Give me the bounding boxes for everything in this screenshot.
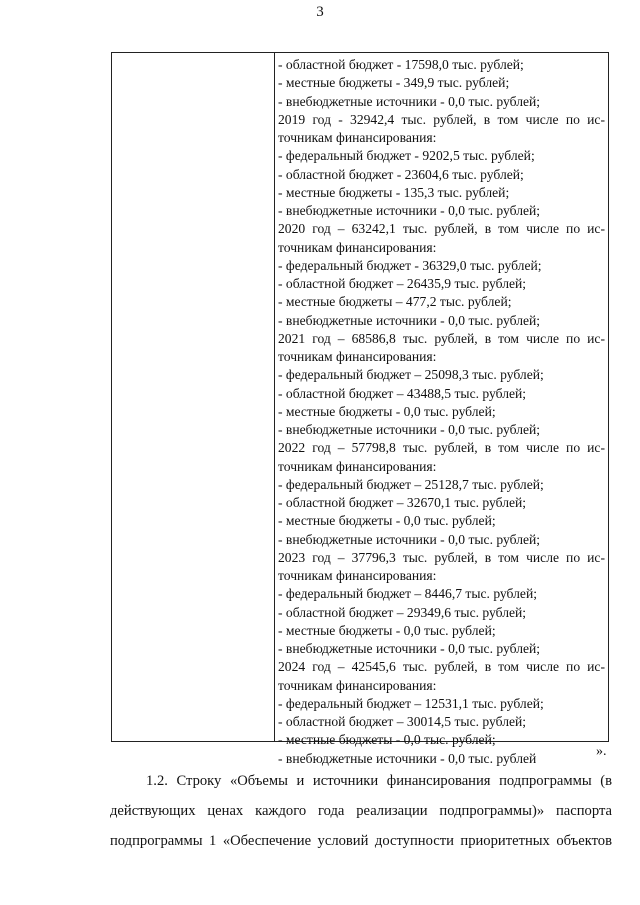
table-line: - федеральный бюджет – 8446,7 тыс. рублей; <box>278 586 537 602</box>
table-line: - федеральный бюджет - 9202,5 тыс. рублей; <box>278 148 535 164</box>
table-line: - федеральный бюджет – 25128,7 тыс. рублей; <box>278 476 544 492</box>
table-line: - внебюджетные источники - 0,0 тыс. рублей; <box>278 422 541 437</box>
table-line: - внебюджетные источники - 0,0 тыс. рублей; <box>278 203 541 218</box>
table-line: точникам финансирования: <box>278 349 437 364</box>
table-line: - областной бюджет – 29349,6 тыс. рублей; <box>278 604 527 620</box>
page-number: 3 <box>316 4 324 20</box>
closing-quote: ». <box>596 744 607 759</box>
table-line: - областной бюджет - 17598,0 тыс. рублей; <box>278 57 524 72</box>
table-line: 2019 год - 32942,4 тыс. рублей, в том числе по ис- <box>278 111 605 127</box>
table-line: - внебюджетные источники - 0,0 тыс. рублей; <box>278 531 541 547</box>
table-line: - федеральный бюджет – 25098,3 тыс. рублей; <box>278 367 544 383</box>
table-line: - областной бюджет - 23604,6 тыс. рублей; <box>278 166 524 182</box>
table-line: 2022 год – 57798,8 тыс. рублей, в том числе по ис- <box>278 440 605 456</box>
table-line: - федеральный бюджет - 36329,0 тыс. рублей; <box>278 257 542 273</box>
table-line: точникам финансирования: <box>278 677 437 693</box>
body-paragraph <box>110 766 612 856</box>
table-line: - местные бюджеты - 349,9 тыс. рублей; <box>278 75 510 91</box>
table-line: - местные бюджеты - 0,0 тыс. рублей; <box>278 622 496 638</box>
table-line: 2021 год – 68586,8 тыс. рублей, в том числе по ис- <box>278 330 605 346</box>
table-line: - внебюджетные источники - 0,0 тыс. рублей; <box>278 312 541 328</box>
paragraph-line: 1.2. Строку «Объемы и источники финансирования подпрограммы (в <box>146 773 612 789</box>
table-line: - внебюджетные источники - 0,0 тыс. рублей; <box>278 641 541 656</box>
table-line: - местные бюджеты - 135,3 тыс. рублей; <box>278 184 510 200</box>
table-line: точникам финансирования: <box>278 458 437 474</box>
table-line: точникам финансирования: <box>278 130 437 145</box>
table-line: - местные бюджеты – 477,2 тыс. рублей; <box>278 294 512 310</box>
financing-table <box>111 52 609 766</box>
table-line: - областной бюджет – 32670,1 тыс. рублей; <box>278 495 527 510</box>
table-line: - областной бюджет – 43488,5 тыс. рублей; <box>278 385 527 401</box>
table-line: - местные бюджеты - 0,0 тыс. рублей; <box>278 403 496 419</box>
table-line: точникам финансирования: <box>278 239 437 255</box>
table-line: - внебюджетные источники - 0,0 тыс. рублей; <box>278 93 541 109</box>
table-line: 2024 год – 42545,6 тыс. рублей, в том числе по ис- <box>278 659 605 675</box>
table-line: 2020 год – 63242,1 тыс. рублей, в том числе по ис- <box>278 221 605 237</box>
table-line: - областной бюджет – 30014,5 тыс. рублей; <box>278 714 527 729</box>
table-line: - внебюджетные источники - 0,0 тыс. рублей <box>278 750 537 766</box>
table-line: - местные бюджеты - 0,0 тыс. рублей; <box>278 732 496 748</box>
table-left-cell <box>112 53 275 741</box>
table-line: - местные бюджеты - 0,0 тыс. рублей; <box>278 513 496 529</box>
table-line: - областной бюджет – 26435,9 тыс. рублей; <box>278 276 527 291</box>
table-line: точникам финансирования: <box>278 568 437 583</box>
table-line: - федеральный бюджет – 12531,1 тыс. рублей; <box>278 695 544 711</box>
table-line: 2023 год – 37796,3 тыс. рублей, в том числе по ис- <box>278 549 605 565</box>
paragraph-line: подпрограммы 1 «Обеспечение условий доступности приоритетных объектов <box>110 833 612 849</box>
paragraph-line: действующих ценах каждого года реализации подпрограммы)» паспорта <box>110 803 612 819</box>
table-right-cell <box>274 56 608 768</box>
